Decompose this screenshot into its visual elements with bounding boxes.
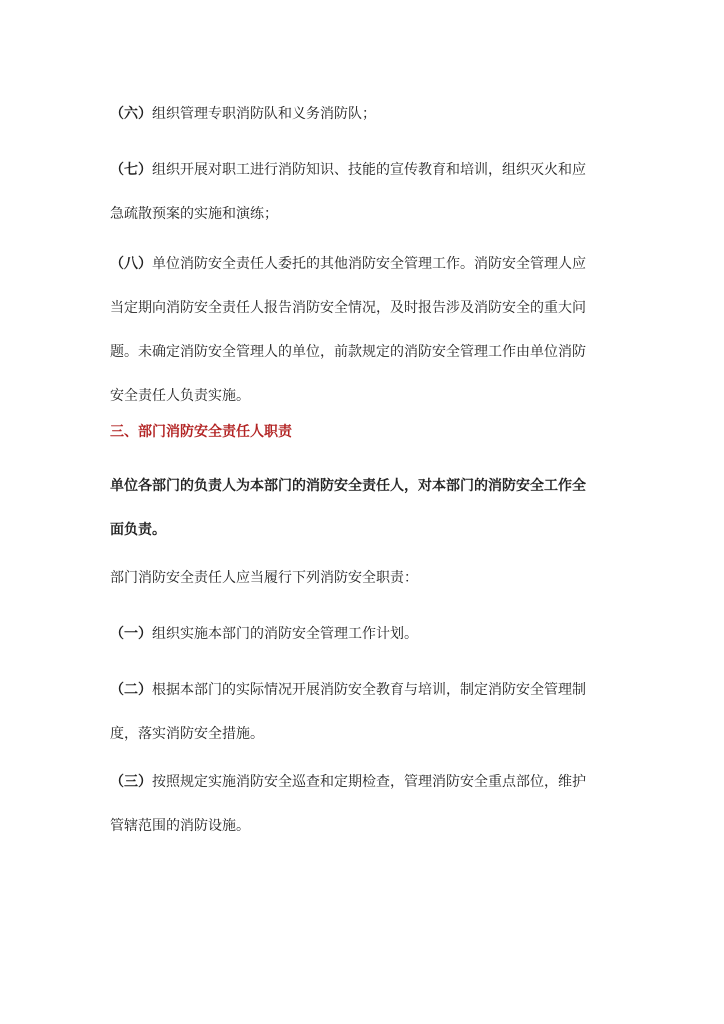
text-line: 部门消防安全责任人应当履行下列消防安全职责：: [110, 570, 418, 586]
text-line: 安全责任人负责实施。: [110, 388, 250, 404]
item-text: 单位消防安全责任人委托的其他消防安全管理工作。消防安全管理人应: [152, 256, 586, 272]
intro-paragraph: [110, 556, 610, 600]
item-text: 组织实施本部门的消防安全管理工作计划。: [152, 626, 418, 642]
text-line: [110, 148, 610, 192]
text-line: 当定期向消防安全责任人报告消防安全情况，及时报告涉及消防安全的重大问: [110, 300, 586, 316]
item-marker: （三）: [110, 774, 152, 790]
item-text: 组织管理专职消防队和义务消防队；: [152, 106, 376, 122]
item-marker: （二）: [110, 682, 152, 698]
item-text: 按照规定实施消防安全巡查和定期检查，管理消防安全重点部位，维护: [152, 774, 586, 790]
item-marker: （一）: [110, 626, 152, 642]
duty-item-2: [110, 668, 610, 756]
text-line: [110, 612, 610, 656]
item-text: 根据本部门的实际情况开展消防安全教育与培训，制定消防安全管理制: [152, 682, 586, 698]
text-line: 单位各部门的负责人为本部门的消防安全责任人，对本部门的消防安全工作全: [110, 478, 586, 494]
text-line: 度，落实消防安全措施。: [110, 726, 264, 742]
item-marker: （六）: [110, 106, 152, 122]
text-line: 题。未确定消防安全管理人的单位，前款规定的消防安全管理工作由单位消防: [110, 344, 586, 360]
duty-item-3: [110, 760, 610, 848]
paragraph-item-6: [110, 92, 610, 136]
item-marker: （八）: [110, 256, 152, 272]
text-line: [110, 92, 610, 136]
item-marker: （七）: [110, 162, 152, 178]
text-line: [110, 760, 610, 804]
text-line: 管辖范围的消防设施。: [110, 818, 250, 834]
section-heading-text: 三、部门消防安全责任人职责: [110, 424, 292, 440]
section-heading: [110, 410, 610, 454]
paragraph-item-7: [110, 148, 610, 236]
item-text: 组织开展对职工进行消防知识、技能的宣传教育和培训，组织灭火和应: [152, 162, 586, 178]
bold-statement: [110, 464, 610, 552]
paragraph-item-8: [110, 242, 610, 418]
text-line: 面负责。: [110, 522, 166, 538]
text-line: [110, 242, 610, 286]
text-line: [110, 668, 610, 712]
duty-item-1: [110, 612, 610, 656]
text-line: 急疏散预案的实施和演练；: [110, 206, 278, 222]
